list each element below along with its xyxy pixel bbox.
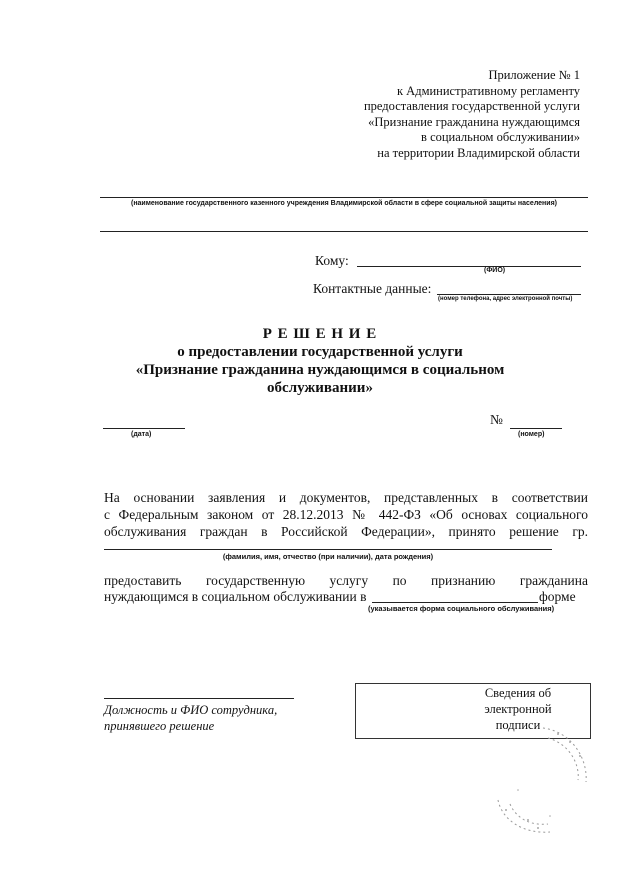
contacts-line bbox=[437, 294, 581, 295]
appendix-line: на территории Владимирской области bbox=[377, 145, 580, 160]
contacts-caption: (номер телефона, адрес электронной почты) bbox=[438, 296, 573, 302]
appendix-line: в социальном обслуживании» bbox=[421, 130, 580, 144]
esign-line: электронной bbox=[484, 702, 552, 716]
basis-line: На основании заявления и документов, представленных в соответствии bbox=[104, 490, 588, 505]
appendix-line: предоставления государственной услуги bbox=[363, 99, 580, 113]
contacts-label: Контактные данные: bbox=[313, 281, 432, 296]
basis-line: с Федеральным законом от 28.12.2013 № 442-ФЗ «Об основах социального bbox=[104, 507, 588, 522]
appendix-header bbox=[364, 68, 580, 161]
appendix-line: к Административному регламенту bbox=[396, 83, 580, 98]
signature-line bbox=[104, 698, 294, 699]
basis-line: обслуживания граждан в Российской Федерации», принято решение гр. bbox=[104, 524, 588, 539]
form-line bbox=[372, 602, 538, 603]
institution-caption: (наименование государственного казенного учреждения Владимирской области в сфере социальной защиты населения) bbox=[130, 200, 558, 207]
person-caption: (фамилия, имя, отчество (при наличии), дата рождения) bbox=[222, 552, 434, 561]
to-label: Кому: bbox=[315, 253, 349, 268]
institution-line bbox=[100, 197, 588, 198]
signature-caption-2: принявшего решение bbox=[104, 719, 215, 733]
decision-subtitle-1: о предоставлении государственной услуги bbox=[177, 344, 463, 360]
number-caption: (номер) bbox=[518, 431, 545, 438]
esign-line: подписи bbox=[495, 718, 541, 732]
signature-caption-1: Должность и ФИО сотрудника, bbox=[104, 703, 278, 717]
appendix-line: Приложение № 1 bbox=[488, 68, 580, 82]
provide-line: предоставить государственную услугу по признанию гражданина bbox=[104, 573, 588, 588]
decision-subtitle-2: «Признание гражданина нуждающимся в социальном bbox=[135, 362, 505, 378]
fio-caption: (ФИО) bbox=[484, 267, 506, 274]
appendix-line: «Признание гражданина нуждающимся bbox=[368, 114, 580, 129]
form-caption: (указывается форма социального обслуживания) bbox=[368, 604, 555, 613]
person-line bbox=[104, 549, 552, 550]
date-caption: (дата) bbox=[131, 431, 152, 438]
number-line bbox=[510, 428, 562, 429]
esign-line: Сведения об bbox=[484, 686, 552, 700]
provide-line-2: нуждающимся в социальном обслуживании в bbox=[104, 589, 367, 604]
decision-title: Р Е Ш Е Н И Е bbox=[262, 326, 378, 342]
stamp-mark bbox=[488, 720, 593, 840]
fio-line bbox=[357, 266, 581, 267]
number-sign: № bbox=[490, 412, 503, 427]
decision-subtitle-3: обслуживании» bbox=[267, 380, 373, 396]
institution-line-2 bbox=[100, 231, 588, 232]
form-word: форме bbox=[539, 589, 576, 604]
date-line bbox=[103, 428, 185, 429]
